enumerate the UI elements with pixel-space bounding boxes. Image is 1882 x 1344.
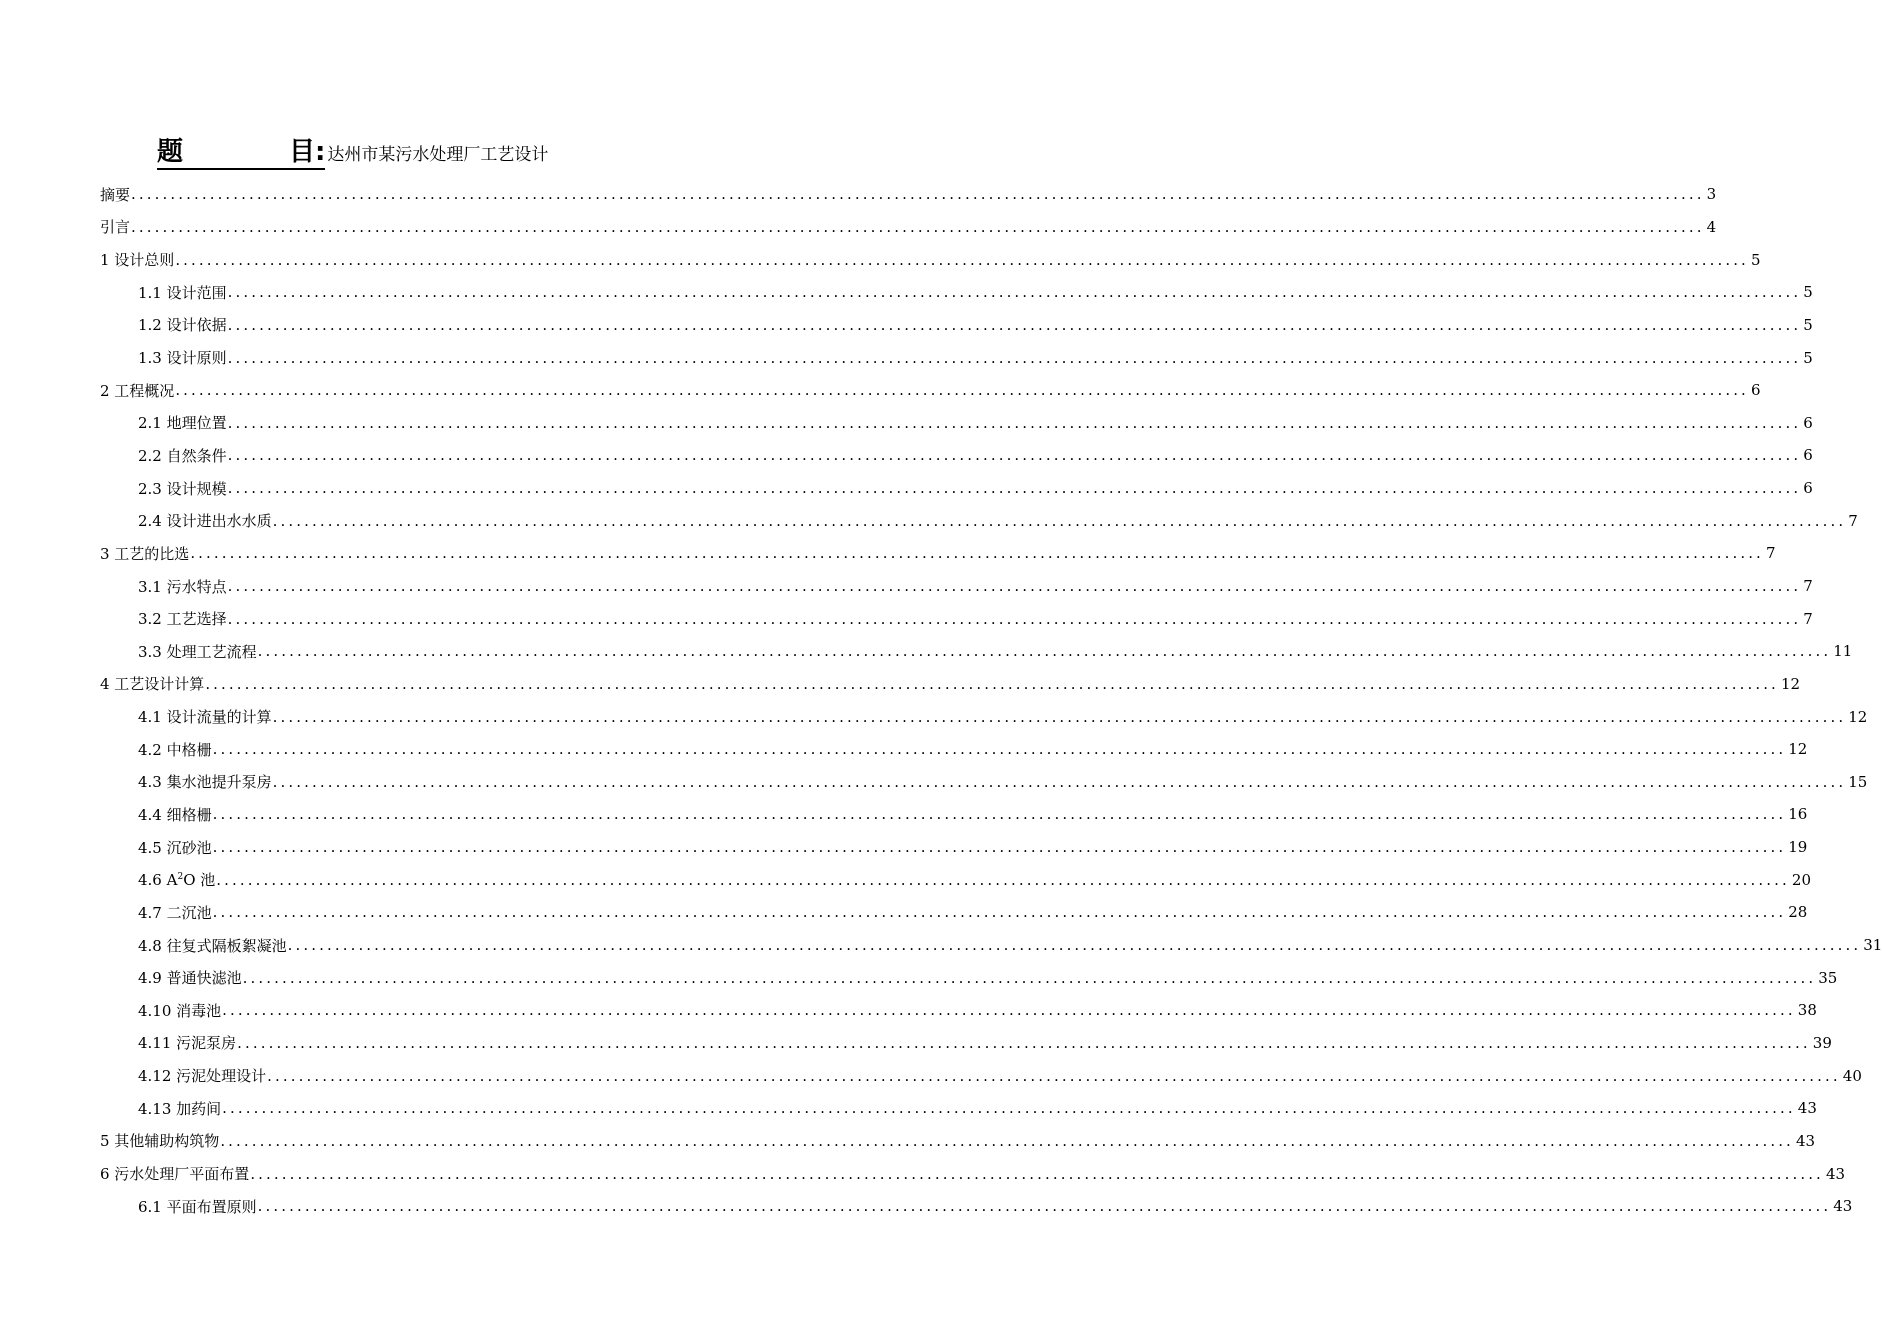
toc-entry[interactable] bbox=[100, 1092, 1817, 1125]
toc-entry-label: 2.4 设计进出水水质 bbox=[138, 512, 272, 531]
toc-entry[interactable] bbox=[100, 243, 1761, 276]
toc-entry[interactable] bbox=[100, 1190, 1853, 1223]
toc-entry-label: 4.1 设计流量的计算 bbox=[138, 708, 272, 727]
toc-dot-leader: ........................................................................................................................................................................................................ bbox=[227, 283, 1802, 302]
toc-page-number: 7 bbox=[1803, 577, 1813, 595]
toc-page-number: 5 bbox=[1803, 348, 1813, 367]
toc-entry-label: 4 工艺设计计算 bbox=[100, 675, 205, 694]
toc-dot-leader: ........................................................................................................................................................................................................ bbox=[227, 315, 1802, 334]
toc-page-number: 43 bbox=[1833, 1197, 1853, 1216]
toc-dot-leader: ........................................................................................................................................................................................................ bbox=[272, 511, 1847, 530]
table-of-contents bbox=[100, 178, 1882, 1223]
toc-entry[interactable] bbox=[100, 733, 1808, 766]
toc-entry-label: 引言 bbox=[100, 218, 131, 237]
toc-entry-label: 5 其他辅助构筑物 bbox=[100, 1132, 220, 1151]
toc-dot-leader: ........................................................................................................................................................................................................ bbox=[242, 968, 1817, 987]
toc-dot-leader: ........................................................................................................................................................................................................ bbox=[212, 805, 1787, 824]
toc-entry[interactable] bbox=[100, 211, 1717, 244]
toc-page-number: 20 bbox=[1791, 870, 1811, 889]
toc-dot-leader: ........................................................................................................................................................................................................ bbox=[237, 1033, 1811, 1052]
toc-page-number: 38 bbox=[1797, 1001, 1817, 1020]
toc-page-number: 7 bbox=[1803, 609, 1813, 628]
toc-page-number: 40 bbox=[1842, 1066, 1862, 1085]
toc-dot-leader: ........................................................................................................................................................................................................ bbox=[227, 413, 1802, 432]
toc-entry[interactable] bbox=[100, 929, 1882, 962]
toc-dot-leader: ........................................................................................................................................................................................................ bbox=[227, 609, 1802, 628]
toc-entry-label: 4.7 二沉池 bbox=[138, 903, 212, 922]
toc-page-number: 6 bbox=[1803, 446, 1813, 465]
toc-dot-leader: ........................................................................................................................................................................................................ bbox=[227, 479, 1802, 498]
toc-entry[interactable] bbox=[100, 504, 1858, 537]
toc-dot-leader: ........................................................................................................................................................................................................ bbox=[272, 707, 1847, 726]
toc-dot-leader: ........................................................................................................................................................................................................ bbox=[131, 217, 1705, 236]
toc-entry-label: 4.11 污泥泵房 bbox=[138, 1034, 237, 1053]
toc-entry-label: 2.2 自然条件 bbox=[138, 446, 227, 465]
toc-entry[interactable] bbox=[100, 1027, 1832, 1060]
toc-entry[interactable] bbox=[100, 863, 1811, 896]
toc-entry[interactable] bbox=[100, 570, 1813, 603]
toc-entry-label: 4.12 污泥处理设计 bbox=[138, 1067, 267, 1086]
toc-dot-leader: ........................................................................................................................................................................................................ bbox=[227, 577, 1802, 595]
toc-page-number: 43 bbox=[1795, 1131, 1816, 1150]
toc-entry-label: 4.9 普通快滤池 bbox=[138, 969, 242, 988]
toc-entry[interactable] bbox=[100, 276, 1813, 309]
toc-page-number: 7 bbox=[1765, 544, 1776, 563]
toc-page-number: 39 bbox=[1812, 1033, 1832, 1052]
toc-entry[interactable] bbox=[100, 309, 1813, 342]
toc-page-number: 12 bbox=[1848, 707, 1868, 726]
toc-dot-leader: ........................................................................................................................................................................................................ bbox=[227, 446, 1802, 465]
toc-page-number: 5 bbox=[1750, 250, 1761, 269]
title-label bbox=[157, 137, 325, 170]
toc-page-number: 11 bbox=[1833, 642, 1853, 661]
toc-dot-leader: ........................................................................................................................................................................................................ bbox=[212, 740, 1787, 759]
toc-entry[interactable] bbox=[100, 439, 1813, 472]
toc-page-number: 6 bbox=[1803, 479, 1813, 498]
toc-entry[interactable] bbox=[100, 472, 1813, 505]
toc-dot-leader: ........................................................................................................................................................................................................ bbox=[287, 936, 1862, 955]
toc-dot-leader: ........................................................................................................................................................................................................ bbox=[267, 1066, 1841, 1085]
toc-entry-label: 4.3 集水池提升泵房 bbox=[138, 773, 272, 792]
toc-entry-label: 4.2 中格栅 bbox=[138, 740, 212, 759]
toc-entry-label: 4.8 往复式隔板絮凝池 bbox=[138, 936, 287, 955]
toc-dot-leader: ........................................................................................................................................................................................................ bbox=[222, 1001, 1796, 1020]
toc-entry-label: 2.1 地理位置 bbox=[138, 414, 227, 433]
toc-entry-label: 4.10 消毒池 bbox=[138, 1001, 222, 1020]
toc-entry-label bbox=[138, 869, 215, 890]
toc-entry[interactable] bbox=[100, 896, 1808, 929]
toc-entry[interactable] bbox=[100, 602, 1813, 635]
toc-entry[interactable] bbox=[100, 1157, 1846, 1190]
toc-dot-leader: ........................................................................................................................................................................................................ bbox=[220, 1131, 1794, 1150]
toc-entry[interactable] bbox=[100, 1125, 1816, 1158]
toc-dot-leader: ........................................................................................................................................................................................................ bbox=[212, 903, 1787, 922]
toc-entry[interactable] bbox=[100, 178, 1717, 211]
toc-entry-label: 2 工程概况 bbox=[100, 381, 175, 400]
toc-entry-label: 3.3 处理工艺流程 bbox=[138, 642, 257, 661]
toc-entry-label: 2.3 设计规模 bbox=[138, 479, 227, 498]
toc-page-number: 12 bbox=[1780, 674, 1801, 693]
toc-entry[interactable] bbox=[100, 668, 1801, 701]
toc-page-number: 31 bbox=[1863, 936, 1882, 955]
toc-page-number: 35 bbox=[1818, 968, 1838, 987]
toc-dot-leader: ........................................................................................................................................................................................................ bbox=[175, 381, 1749, 400]
toc-entry[interactable] bbox=[100, 798, 1808, 831]
toc-entry-label: 3.1 污水特点 bbox=[138, 577, 227, 596]
toc-entry-label: 4.13 加药间 bbox=[138, 1099, 222, 1118]
toc-dot-leader: ........................................................................................................................................................................................................ bbox=[175, 250, 1749, 269]
toc-dot-leader: ........................................................................................................................................................................................................ bbox=[250, 1164, 1824, 1183]
toc-page-number: 5 bbox=[1803, 315, 1813, 334]
toc-entry-label: 3.2 工艺选择 bbox=[138, 610, 227, 629]
toc-entry-label: 4.4 细格栅 bbox=[138, 805, 212, 824]
toc-entry[interactable] bbox=[100, 961, 1838, 994]
toc-entry-label: 3 工艺的比选 bbox=[100, 544, 190, 563]
toc-entry[interactable] bbox=[100, 831, 1808, 864]
toc-entry[interactable] bbox=[100, 374, 1761, 407]
toc-entry[interactable] bbox=[100, 537, 1776, 570]
toc-dot-leader: ........................................................................................................................................................................................................ bbox=[212, 838, 1787, 857]
toc-entry[interactable] bbox=[100, 700, 1868, 733]
toc-entry-label: 1.1 设计范围 bbox=[138, 283, 227, 302]
title-text: 达州市某污水处理厂工艺设计 bbox=[327, 145, 549, 165]
toc-dot-leader: ........................................................................................................................................................................................................ bbox=[272, 772, 1847, 791]
toc-entry-label-suffix: O 池 bbox=[183, 871, 216, 890]
toc-page-number: 4 bbox=[1706, 217, 1717, 236]
toc-entry-label: 摘要 bbox=[100, 185, 131, 204]
toc-page-number: 6 bbox=[1803, 413, 1813, 432]
toc-page-number: 7 bbox=[1848, 511, 1858, 530]
toc-dot-leader: ........................................................................................................................................................................................................ bbox=[205, 674, 1779, 693]
toc-page-number: 6 bbox=[1750, 381, 1761, 400]
toc-entry-label: 1.3 设计原则 bbox=[138, 349, 227, 368]
toc-entry[interactable] bbox=[100, 341, 1813, 374]
toc-entry-label: 6.1 平面布置原则 bbox=[138, 1197, 257, 1216]
toc-dot-leader: ........................................................................................................................................................................................................ bbox=[131, 185, 1705, 204]
toc-entry[interactable] bbox=[100, 1059, 1862, 1092]
toc-entry[interactable] bbox=[100, 635, 1853, 668]
toc-page-number: 15 bbox=[1848, 772, 1868, 791]
toc-page-number: 12 bbox=[1788, 740, 1808, 759]
title-label-right: 目: bbox=[289, 137, 326, 167]
toc-entry-label: 4.5 沉砂池 bbox=[138, 838, 212, 857]
toc-page-number: 43 bbox=[1797, 1099, 1817, 1118]
toc-dot-leader: ........................................................................................................................................................................................................ bbox=[227, 348, 1802, 367]
toc-dot-leader: ........................................................................................................................................................................................................ bbox=[190, 544, 1764, 563]
toc-page-number: 5 bbox=[1803, 283, 1813, 302]
toc-entry-label-prefix: 4.6 A bbox=[138, 871, 178, 890]
toc-dot-leader: ........................................................................................................................................................................................................ bbox=[257, 642, 1832, 661]
toc-page-number: 43 bbox=[1825, 1164, 1846, 1183]
toc-page-number: 3 bbox=[1706, 185, 1717, 204]
toc-dot-leader: ........................................................................................................................................................................................................ bbox=[257, 1197, 1832, 1216]
toc-page-number: 16 bbox=[1788, 805, 1808, 824]
toc-entry-label-superscript: 2 bbox=[177, 872, 184, 883]
toc-entry-label: 6 污水处理厂平面布置 bbox=[100, 1165, 250, 1184]
toc-entry[interactable] bbox=[100, 766, 1868, 799]
toc-dot-leader: ........................................................................................................................................................................................................ bbox=[216, 870, 1790, 889]
toc-page-number: 28 bbox=[1788, 903, 1808, 922]
toc-entry-label: 1 设计总则 bbox=[100, 251, 175, 270]
toc-entry[interactable] bbox=[100, 406, 1813, 439]
toc-page-number: 19 bbox=[1788, 838, 1808, 857]
toc-entry[interactable] bbox=[100, 994, 1817, 1027]
toc-dot-leader: ........................................................................................................................................................................................................ bbox=[222, 1099, 1796, 1118]
toc-entry-label: 1.2 设计依据 bbox=[138, 316, 227, 335]
title-label-left: 题 bbox=[157, 137, 184, 167]
document-title bbox=[157, 134, 548, 170]
